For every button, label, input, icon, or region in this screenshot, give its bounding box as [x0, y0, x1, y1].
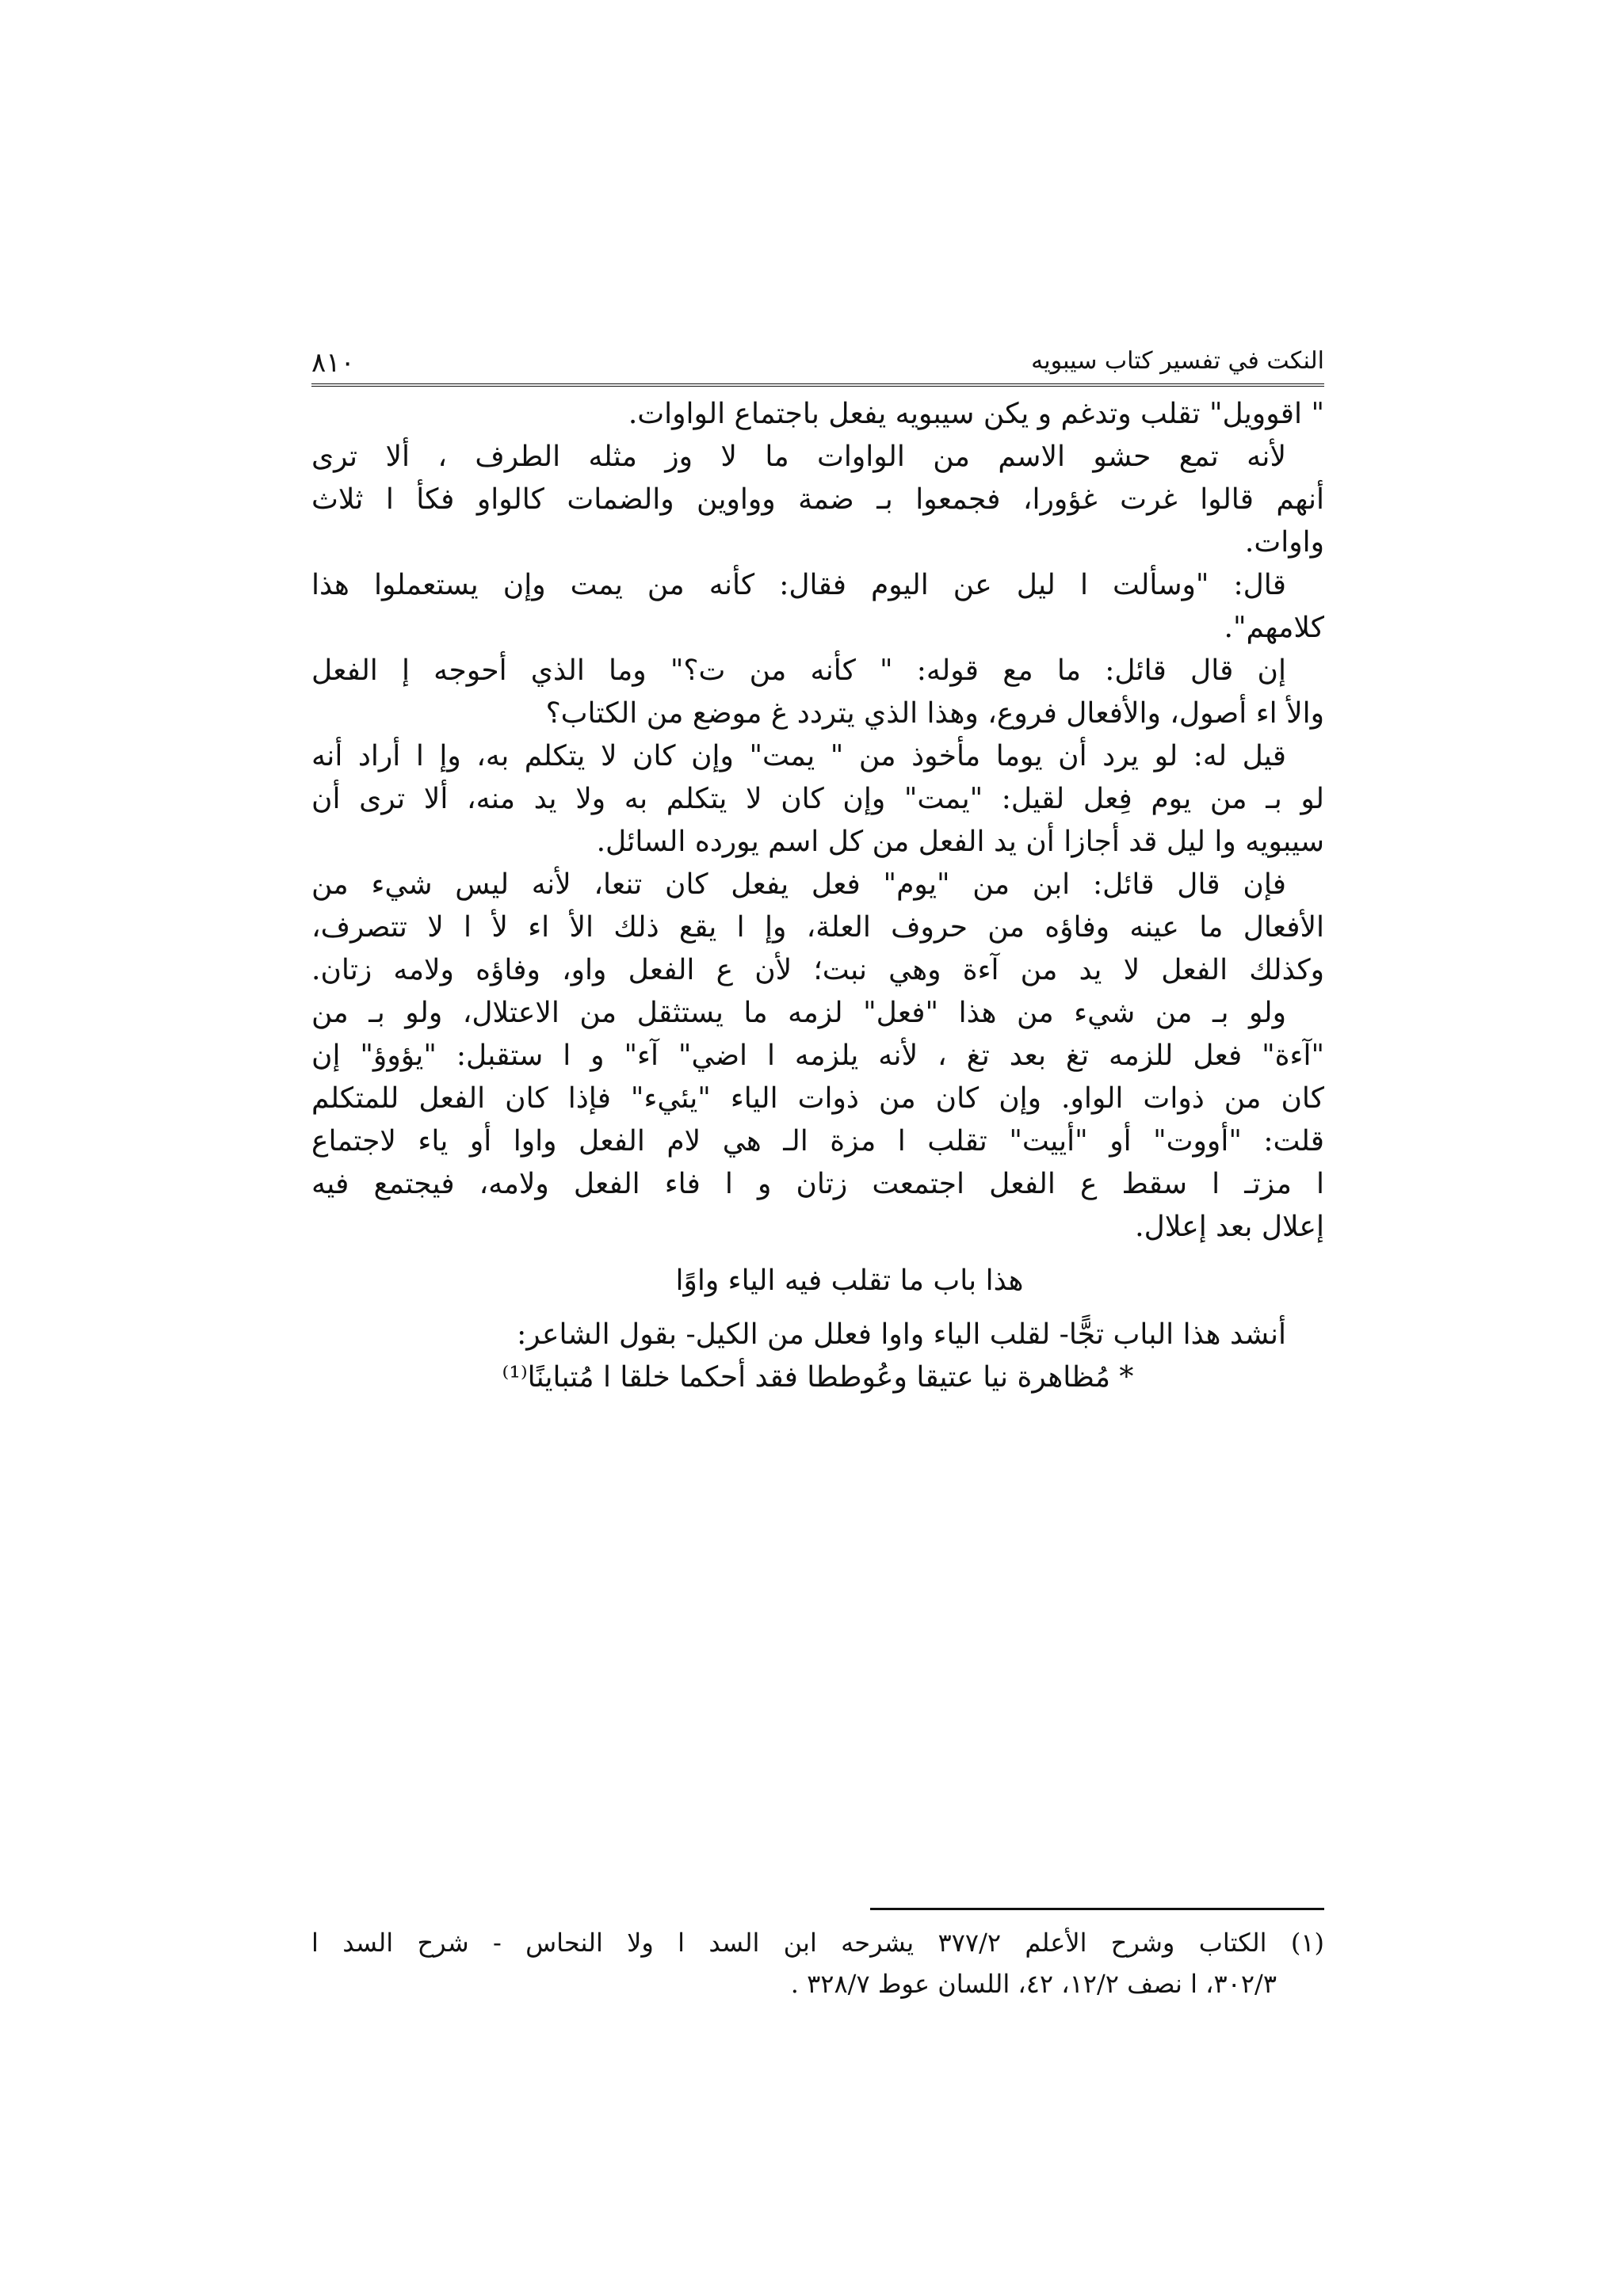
- text-line: فإن قال قائل: ابن من "يوم" فعل يفعل كان تنعا، لأنه ليس شيء من: [311, 868, 1286, 901]
- footnote-divider: [870, 1908, 1324, 1910]
- text-line: أنهم قالوا غرت غؤورا، فجمعوا بـ ضمة وواوين والضمات كالواو فكأ ا ثلاث: [311, 483, 1324, 516]
- footnote-line: ٣٠٢/٣، ا نصف ١٢/٢، ٤٢، اللسان عوط ٣٢٨/٧ .: [790, 1969, 1277, 1999]
- text-line: " اقوويل" تقلب وتدغم و يكن سيبويه يفعل باجتماع الواوات.: [628, 398, 1324, 430]
- text-line: والأ اء أصول، والأفعال فروع، وهذا الذي يتردد غ موضع من الكتاب؟: [545, 697, 1324, 730]
- footnotes: [311, 1922, 1324, 2004]
- page-header: [311, 331, 1324, 387]
- text-line: إعلال بعد إعلال.: [1135, 1211, 1324, 1243]
- text-line: قيل له: لو يرد أن يوما مأخوذ من " يمت" وإن كان لا يتكلم به، وإ ا أراد أنه: [311, 740, 1286, 772]
- text-line: ا مزتـ ا سقط ع الفعل اجتمعت زتان و ا فاء الفعل ولامه، فيجتمع فيه: [311, 1168, 1324, 1200]
- text-line: إن قال قائل: ما مع قوله: " كأنه من ت؟" وما الذي أحوجه إ الفعل: [311, 654, 1286, 687]
- text-line: كلامهم".: [1224, 612, 1324, 644]
- text-line: واوات.: [1244, 526, 1324, 559]
- text-line: ولو بـ من شيء من هذا "فعل" لزمه ما يستثقل من الاعتلال، ولو بـ من: [311, 997, 1286, 1029]
- text-line: قال: "وسألت ا ليل عن اليوم فقال: كأنه من يمت وإن يستعملوا هذا: [311, 569, 1286, 601]
- running-title: النكت في تفسير كتاب سيبويه: [1031, 347, 1324, 375]
- verse-line: * مُظاهرة نيا عتيقا وعُوططا فقد أحكما خلقا ا مُتباينًا⁽¹⁾: [502, 1361, 1134, 1394]
- text-line: لو بـ من يوم فِعل لقيل: "يمت" وإن كان لا يتكلم به ولا يد منه، ألا ترى أن: [311, 783, 1324, 815]
- text-line: قلت: "أووت" أو "أييت" تقلب ا مزة الـ هي لام الفعل واوا أو ياء لاجتماع: [311, 1125, 1324, 1158]
- text-line: الأفعال ما عينه وفاؤه من حروف العلة، وإ ا يقع ذلك الأ اء لأ ا لا تتصرف،: [311, 911, 1324, 944]
- text-line: أنشد هذا الباب تجًّا- لقلب الياء واوا فعلل من الكيل- بقول الشاعر:: [517, 1318, 1286, 1351]
- text-line: وكذلك الفعل لا يد من آءة وهي نبت؛ لأن ع الفعل واو، وفاؤه ولامه زتان.: [311, 954, 1324, 986]
- text-line: "آءة" فعل للزمه تغ بعد تغ ، لأنه يلزمه ا اضي" آء" و ا ستقبل: "يؤوؤ" إن: [311, 1039, 1324, 1072]
- page-number: ٨١٠: [311, 347, 355, 379]
- text-line: لأنه تمع حشو الاسم من الواوات ما لا وز مثله الطرف ، ألا ترى: [311, 441, 1286, 473]
- main-text: [311, 393, 1324, 1399]
- text-line: كان من ذوات الواو. وإن كان من ذوات الياء "يئيء" فإذا كان الفعل للمتكلم: [311, 1082, 1324, 1115]
- text-line: سيبويه وا ليل قد أجازا أن يد الفعل من كل اسم يورده السائل.: [596, 826, 1324, 858]
- chapter-heading: هذا باب ما تقلب فيه الياء واوًا: [675, 1264, 1024, 1297]
- header-divider: [311, 383, 1324, 387]
- footnote-line: (١) الكتاب وشرح الأعلم ٣٧٧/٢ يشرحه ابن السد ا ولا النحاس - شرح السد ا: [311, 1928, 1324, 1958]
